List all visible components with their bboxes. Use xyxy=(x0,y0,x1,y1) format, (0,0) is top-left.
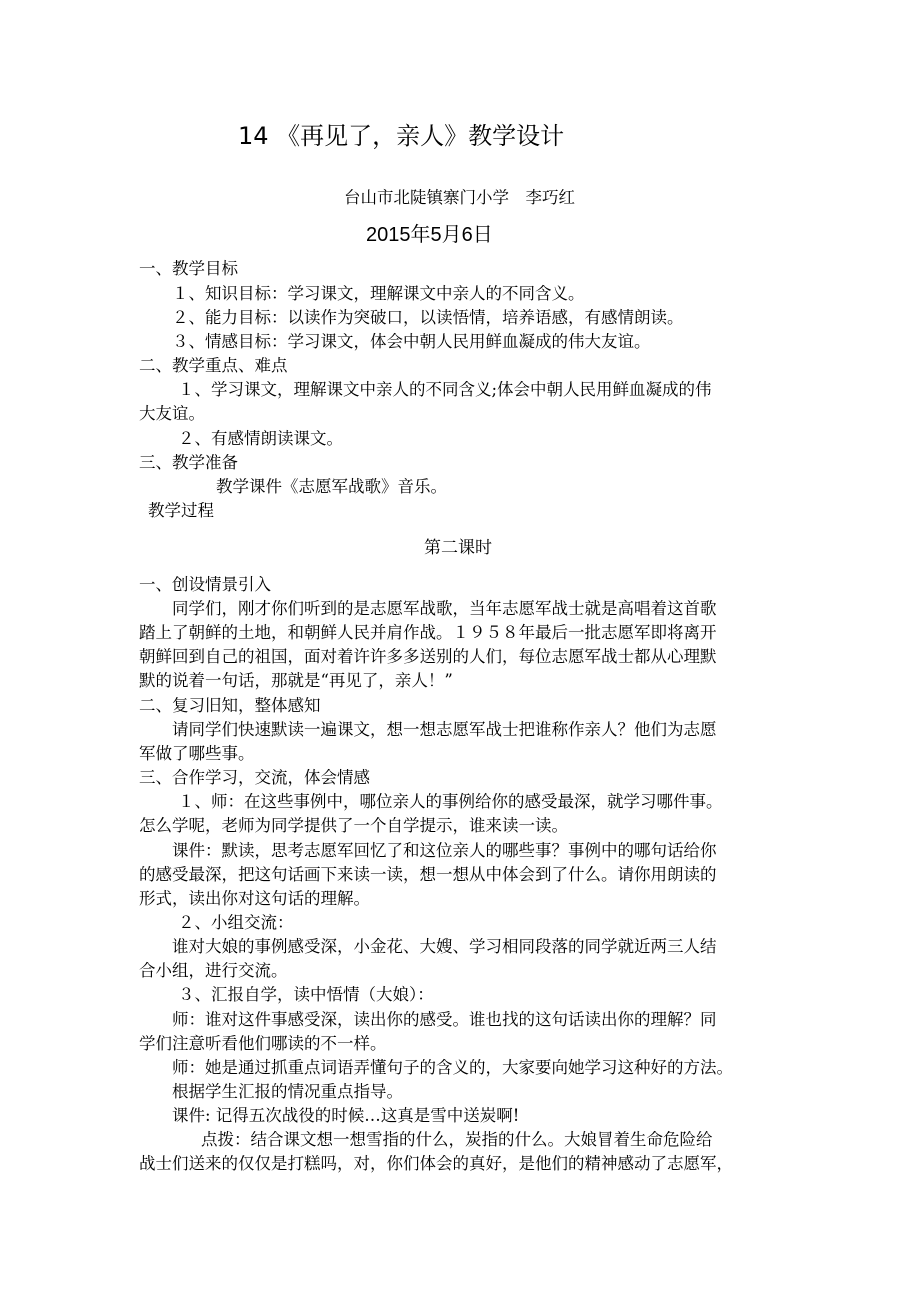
paragraph-line: 谁对大娘的事例感受深，小金花、大嫂、学习相同段落的同学就近两三人结 xyxy=(172,937,717,956)
preparation-line: 教学课件《志愿军战歌》音乐。 xyxy=(216,477,447,496)
paragraph-line: 战士们送来的仅仅是打糕吗，对，你们体会的真好，是他们的精神感动了志愿军， xyxy=(139,1154,733,1173)
paragraph-line: 根据学生汇报的情况重点指导。 xyxy=(172,1082,403,1101)
paragraph-line: ２、小组交流： xyxy=(178,913,294,932)
objective-line: ３、情感目标：学习课文，体会中朝人民用鲜血凝成的伟大友谊。 xyxy=(172,332,651,351)
objective-line: ２、能力目标：以读作为突破口，以读悟情，培养语感，有感情朗读。 xyxy=(172,308,684,327)
heading-process: 教学过程 xyxy=(148,501,214,520)
heading-key-points: 二、教学重点、难点 xyxy=(139,356,288,375)
paragraph-line: 合小组，进行交流。 xyxy=(139,961,288,980)
paragraph-line: 形式，读出你对这句话的理解。 xyxy=(139,889,370,908)
paragraph-line: 学们注意听看他们哪读的不一样。 xyxy=(139,1034,387,1053)
paragraph-line: 军做了哪些事。 xyxy=(139,744,255,763)
heading-cooperative-learning: 三、合作学习，交流，体会情感 xyxy=(139,768,370,787)
section-heading-second-lesson: 第二课时 xyxy=(424,538,492,558)
paragraph-line: 课件：默读，思考志愿军回忆了和这位亲人的哪些事？事例中的哪句话给你 xyxy=(172,841,717,860)
date-line: 2015年5月6日 xyxy=(366,224,493,246)
paragraph-line: １、师：在这些事例中，哪位亲人的事例给你的感受最深，就学习哪件事。 xyxy=(178,792,723,811)
heading-introduction: 一、创设情景引入 xyxy=(139,575,271,594)
objective-line: １、知识目标：学习课文，理解课文中亲人的不同含义。 xyxy=(172,284,585,303)
paragraph-line: 点拨：结合课文想一想雪指的什么，炭指的什么。大娘冒着生命危险给 xyxy=(201,1130,713,1149)
paragraph-line: 踏上了朝鲜的土地，和朝鲜人民并肩作战。１９５８年最后一批志愿军即将离开 xyxy=(139,623,717,642)
paragraph-line: 朝鲜回到自己的祖国，面对着许许多多送别的人们，每位志愿军战士都从心理默 xyxy=(139,647,717,666)
key-point-line: 大友谊。 xyxy=(139,404,205,423)
author-line: 台山市北陡镇寨门小学 李巧红 xyxy=(344,188,575,207)
heading-review: 二、复习旧知，整体感知 xyxy=(139,696,321,715)
paragraph-line: 师：谁对这件事感受深，读出你的感受。谁也找的这句话读出你的理解？同 xyxy=(172,1010,717,1029)
key-point-line: １、学习课文，理解课文中亲人的不同含义;体会中朝人民用鲜血凝成的伟 xyxy=(178,380,712,399)
paragraph-line: 默的说着一句话，那就是“再见了，亲人！” xyxy=(139,671,453,690)
heading-preparation: 三、教学准备 xyxy=(139,453,238,472)
paragraph-line: 的感受最深，把这句话画下来读一读，想一想从中体会到了什么。请你用朗读的 xyxy=(139,865,717,884)
paragraph-line: 课件: 记得五次战役的时候…这真是雪中送炭啊! xyxy=(172,1106,520,1125)
paragraph-line: 怎么学呢，老师为同学提供了一个自学提示，谁来读一读。 xyxy=(139,816,568,835)
document-title: 14 《再见了，亲人》教学设计 xyxy=(238,122,565,150)
heading-objectives: 一、教学目标 xyxy=(139,259,238,278)
paragraph-line: 师：她是通过抓重点词语弄懂句子的含义的，大家要向她学习这种好的方法。 xyxy=(172,1058,733,1077)
key-point-line: ２、有感情朗读课文。 xyxy=(178,429,343,448)
paragraph-line: ３、汇报自学，读中悟情（大娘）： xyxy=(178,985,434,1004)
paragraph-line: 请同学们快速默读一遍课文，想一想志愿军战士把谁称作亲人？他们为志愿 xyxy=(172,720,717,739)
paragraph-line: 同学们，刚才你们听到的是志愿军战歌，当年志愿军战士就是高唱着这首歌 xyxy=(172,599,717,618)
